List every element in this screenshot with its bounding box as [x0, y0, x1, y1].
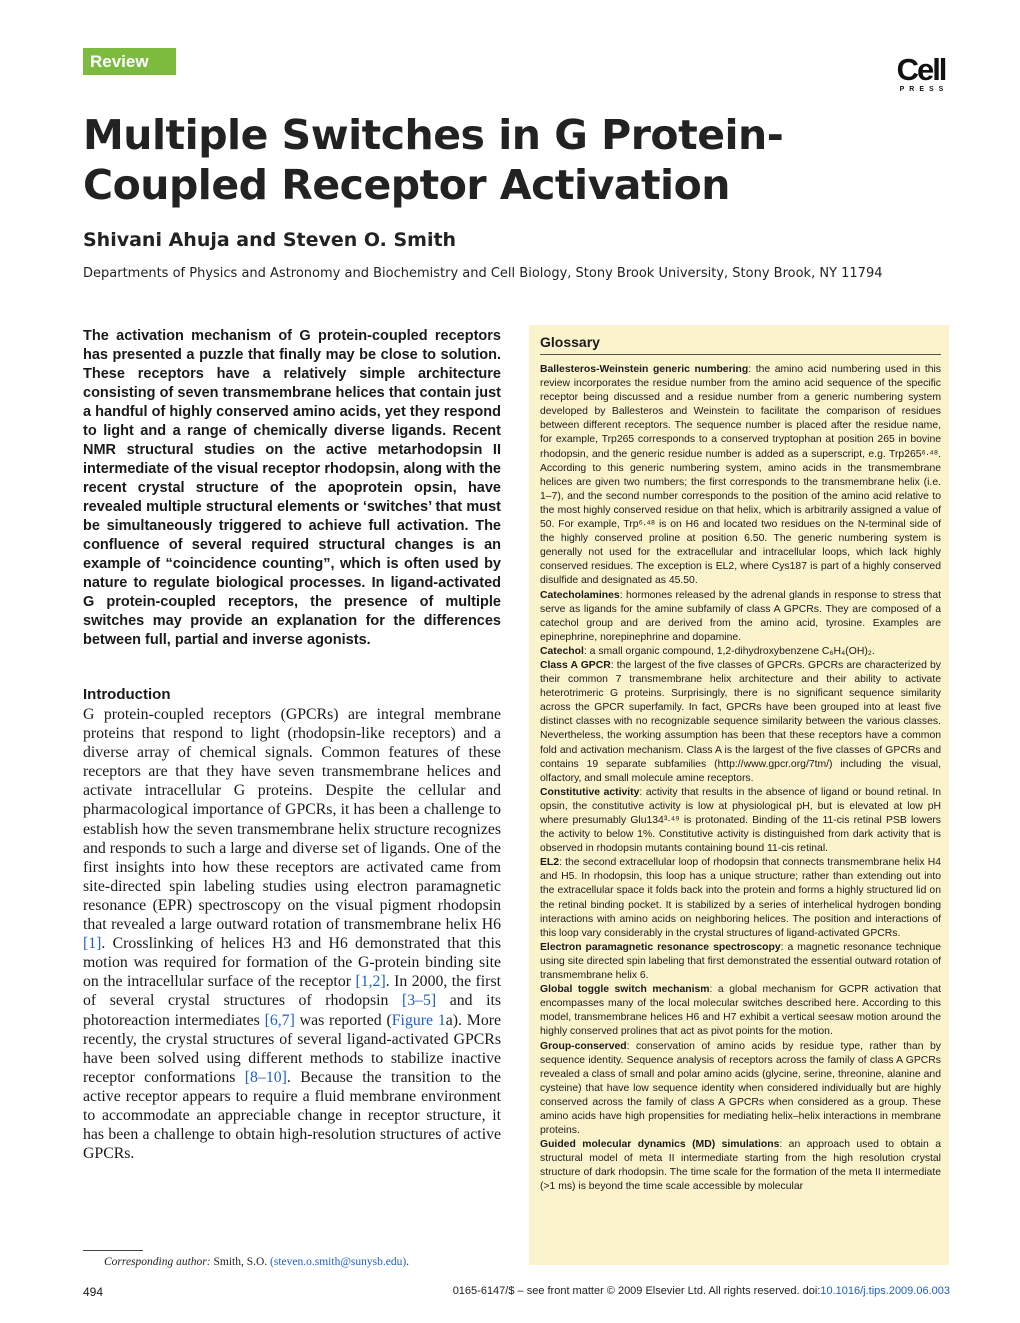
glossary-term: Catecholamines — [540, 589, 620, 601]
glossary-item — [540, 645, 941, 659]
section-tag: Review — [83, 48, 176, 75]
glossary-definition: : the second extracellular loop of rhodopsin that connects transmembrane helix H4 and H5. In rhodopsin, this loop has a unique structure; rather than extending out into the extracellular space it folds back into the protein and forms a highly structured lid on the retinal binding pocket. It is stabilized by a series of interhelical hydrogen bonding interactions with amino acids on neighboring helices. The position and interactions of this loop vary considerably in the crystal structures of ligand-activated GPCRs. — [540, 857, 941, 939]
intro-segment: and its photoreaction intermediates — [83, 992, 501, 1029]
glossary-item — [540, 983, 941, 1039]
intro-segment: was reported ( — [294, 1011, 392, 1029]
abstract: The activation mechanism of G protein-coupled receptors has presented a puzzle that finally may be close to solution. These receptors have a relatively simple architecture consisting of seven transmembrane helices that contain just a handful of highly conserved amino acids, yet they respond to light and a range of chemically diverse ligands. Recent NMR structural studies on the active metarhodopsin II intermediate of the visual receptor rhodopsin, along with the recent crystal structure of the apoprotein opsin, have revealed multiple structural elements or ‘switches’ that must be simultaneously triggered to achieve full activation. The confluence of several required structural changes is an example of “coincidence counting”, which is often used by nature to regulate biological processes. In ligand-activated G protein-coupled receptors, the presence of multiple switches may provide an explanation for the differences between full, partial and inverse agonists. — [83, 328, 501, 648]
author-email-link[interactable]: (steven.o.smith@sunysb.edu) — [270, 1256, 407, 1268]
footer-issn: 0165-6147/$ – see front matter © 2009 Elsevier Ltd. All rights reserved. doi: — [452, 1285, 821, 1297]
figure-link[interactable]: Figure 1 — [391, 1011, 446, 1029]
glossary-definition: : hormones released by the adrenal glands in response to stress that serve as ligands for the amine subfamily of class A GPCRs. They are composed of a catechol group and are derived from the amino acid, tyrosine. Examples are epinephrine, norepinephrine and dopamine. — [540, 589, 941, 643]
citation-link[interactable]: [1] — [83, 935, 102, 953]
citation-link[interactable]: [8–10] — [244, 1068, 287, 1086]
glossary-item — [540, 1040, 941, 1139]
glossary-item — [540, 856, 941, 941]
glossary-item — [540, 363, 941, 589]
glossary-term: Constitutive activity — [540, 786, 640, 798]
glossary-definition: : a magnetic resonance technique using site directed spin labeling that first demonstrated the essential outward rotation of transmembrane helix 6. — [540, 941, 941, 982]
glossary-term: Catechol — [540, 645, 584, 657]
glossary-item — [540, 786, 941, 856]
doi-link[interactable]: 10.1016/j.tips.2009.06.003 — [820, 1285, 950, 1297]
glossary-definition: : the amino acid numbering used in this review incorporates the residue number from the amino acid sequence of the specific receptor being discussed and a residue number from a generic numbering system developed by Ballesteros and Weinstein to facilitate the comparison of residues between different receptors. The sequence number is placed after the residue name, for example, Trp265 corresponds to a conserved tryptophan at position 265 in bovine rhodopsin, and the generic residue number is added as a superscript, e.g. Trp265⁶·⁴⁸. According to this generic numbering system, amino acids in the transmembrane helices are given two numbers; the first corresponds to the transmembrane helix (i.e. 1–7), and the second number corresponds to the position of the amino acid relative to the most highly conserved residue on that helix, which is arbitrarily assigned a value of 50. For example, Trp⁶·⁴⁸ is on H6 and located two residues on the N-terminal side of the highly conserved proline at position 6.50. The generic numbering system is generally not used for the extracellular and intracellular loops, which lack highly conserved residues. The exception is EL2, where Cys187 is part of a highly conserved disulfide and designated as 45.50. — [540, 364, 941, 587]
footnote-divider — [83, 1250, 143, 1251]
glossary-item — [540, 1138, 941, 1194]
corresponding-author-note — [104, 1256, 409, 1268]
glossary-definition: : conservation of amino acids by residue type, rather than by sequence identity. Sequence analysis of receptors across the family of class A GPCRs revealed a class of small and polar amino acids (glycine, serine, threonine, alanine and cysteine) that have low sequence identity when considered individually but are highly conserved across the family of class A GPCRs when considered as a group. These amino acids have high propensities for mediating helix–helix interactions in membrane proteins. — [540, 1040, 941, 1137]
glossary-item — [540, 941, 941, 983]
glossary-term: Class A GPCR — [540, 659, 611, 671]
publisher-logo — [892, 54, 950, 93]
glossary-definition: : a small organic compound, 1,2-dihydroxybenzene C₆H₄(OH)₂. — [583, 645, 875, 657]
glossary-list — [540, 363, 941, 1195]
glossary-term: Global toggle switch mechanism — [540, 984, 710, 996]
article-title: Multiple Switches in G Protein-Coupled Receptor Activation — [83, 111, 784, 209]
intro-segment: G protein-coupled receptors (GPCRs) are integral membrane proteins that respond to light (rhodopsin-like receptors) and a diverse array of chemical signals. Common features of these receptors are that they have seven transmembrane helices and activate intracellular G proteins. Despite the cellular and pharmacological importance of GPCRs, it has been a challenge to establish how the seven transmembrane helix structure recognizes and responds to such a large and diverse set of ligands. One of the first insights into how these receptors are activated came from site-directed spin labeling studies using electron paramagnetic resonance (EPR) spectroscopy on the visual pigment rhodopsin that revealed a large outward rotation of transmembrane helix H6 — [83, 706, 501, 934]
introduction-text — [83, 705, 501, 1163]
glossary-item — [540, 589, 941, 645]
glossary-term: Guided molecular dynamics (MD) simulations — [540, 1139, 780, 1151]
glossary-definition: : a global mechanism for GCPR activation that encompasses many of the local molecular switches described here. According to this model, transmembrane helices H6 and H7 exhibit a vertical seesaw motion around the highly conserved prolines that act as pivot points for the motion. — [540, 984, 941, 1038]
glossary-definition: : the largest of the five classes of GPCRs. GPCRs are characterized by their common 7 transmembrane helix architecture and their ability to activate heterotrimeric G proteins. Surprisingly, there is no significant sequence similarity across the GPCR superfamily. In fact, GPCRs have been grouped into at least five distinct classes with no recognizable sequence similarity between the various classes. Nevertheless, the working assumption has been that these receptors have a common fold and activation mechanism. Class A is the largest of the five classes of GPCRs and contains 19 separate subfamilies (http://www.gpcr.org/7tm/) including the visual, olfactory, and small molecule amine receptors. — [540, 659, 941, 784]
glossary-definition: : activity that results in the absence of ligand or bound retinal. In opsin, the constitutive activity is low at physiological pH, but is elevated at low pH where presumably Glu134³·⁴⁹ is protonated. Binding of the 11-cis retinal PSB lowers the activity to below 1%. Constitutive activity is distinguished from dark activity that is observed in rhodopsin mutants containing bound 11-cis retinal. — [540, 786, 942, 855]
glossary-title: Glossary — [540, 334, 941, 355]
glossary-box — [529, 325, 949, 1265]
page-number: 494 — [83, 1285, 104, 1299]
citation-link[interactable]: [1,2] — [355, 973, 386, 991]
footnote-end: . — [406, 1256, 410, 1268]
intro-segment: a). More recently, the crystal structures of several ligand-activated GPCRs have been solved using different methods to stabilize inactive receptor conformations — [83, 1011, 501, 1086]
footnote-label: Corresponding author: — [104, 1256, 211, 1268]
citation-link[interactable]: [6,7] — [264, 1011, 295, 1029]
intro-segment: . In 2000, the first of several crystal structures of rhodopsin — [83, 973, 501, 1010]
intro-segment: . Crosslinking of helices H3 and H6 demonstrated that this motion was required for formation of the G-protein binding site on the intracellular surface of the receptor — [83, 935, 501, 991]
glossary-term: Electron paramagnetic resonance spectroscopy — [540, 941, 781, 953]
citation-link[interactable]: [3–5] — [401, 992, 437, 1010]
footer-copyright — [453, 1285, 950, 1297]
glossary-item — [540, 659, 941, 786]
logo-wordmark: Cell — [896, 52, 946, 87]
intro-segment: . Because the transition to the active receptor appears to require a fluid membrane environment to accommodate an appreciable change in receptor structure, it has been a challenge to obtain high-resolution structures of active GPCRs. — [83, 1068, 501, 1163]
introduction-heading: Introduction — [83, 686, 171, 703]
footnote-name: Smith, S.O. — [210, 1256, 271, 1268]
article-authors: Shivani Ahuja and Steven O. Smith — [83, 229, 457, 251]
glossary-term: Group-conserved — [540, 1040, 627, 1052]
logo-subtext: PRESS — [899, 86, 949, 93]
author-affiliation: Departments of Physics and Astronomy and Biochemistry and Cell Biology, Stony Brook University, Stony Brook, NY 11794 — [83, 266, 883, 281]
glossary-term: EL2 — [540, 857, 560, 869]
glossary-term: Ballesteros-Weinstein generic numbering — [540, 364, 749, 375]
glossary-definition: : an approach used to obtain a structural model of meta II intermediate starting from the high resolution crystal structure of dark rhodopsin. The time scale for the formation of the meta II intermediate (>1 ms) is beyond the time scale accessible by molecular — [540, 1139, 941, 1193]
